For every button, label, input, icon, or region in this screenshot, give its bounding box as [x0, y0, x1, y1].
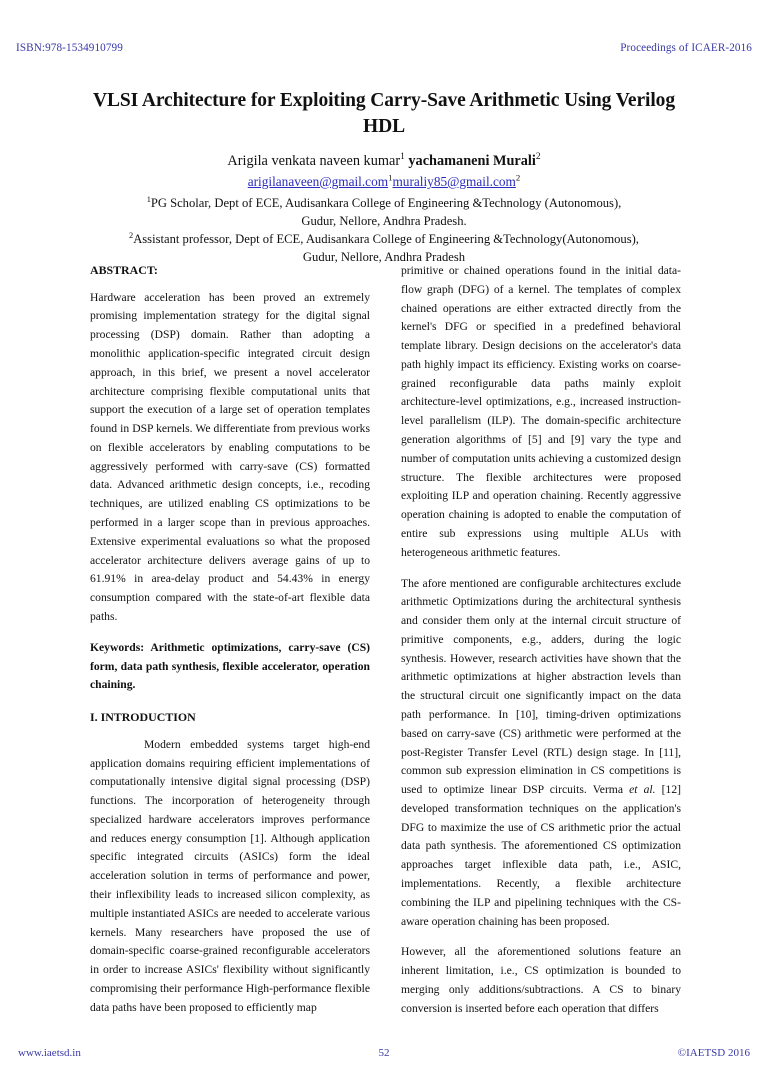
right-paragraph-2-part-b: [12] developed transformation techniques on the application's DFG to maximize the use of CS arithmetic prior the actual data path synthesis. The aforementioned CS optimization approaches target inflexible data path, i.e., ASIC, implementations. Recently, a flexible architecture combining the ILP and pipelining techniques with the CS-aware operation chaining has been proposed.	[401, 783, 681, 928]
author-line	[92, 152, 676, 171]
footer-copyright: ©IAETSD 2016	[677, 1047, 750, 1059]
affiliation-2-line-1	[92, 231, 676, 249]
footer-page-number: 52	[378, 1047, 390, 1059]
author-1-affiliation-marker: 1	[400, 152, 405, 163]
right-paragraph-1: primitive or chained operations found in the initial data-flow graph (DFG) of a kernel. The templates of complex chained operations are either extracted directly from the kernel's DFG or specified in a predefined behavioral template library. Design decisions on the accelerator's data path highly impact its efficiency. Existing works on coarse-grained reconfigurable data paths mainly exploit architecture-level optimizations, e.g., increased instruction-level parallelism (ILP). The domain-specific architecture generation algorithms of [5] and [9] vary the type and number of computation units achieving a customized design structure. The flexible architectures were proposed exploiting ILP and operation chaining. Recently aggressive operation chaining is adopted to enable the computation of entire sub expressions using multiple ALUs with heterogeneous arithmetic features.	[401, 264, 681, 559]
author-1-name: Arigila venkata naveen kumar	[227, 153, 401, 170]
citation-et-al: et al.	[629, 783, 656, 797]
email-2-marker: 2	[515, 172, 521, 183]
title-block	[92, 88, 676, 267]
author-2-affiliation-marker: 2	[535, 152, 541, 163]
abstract-paragraph: Hardware acceleration has been proved an extremely promising implementation strategy for the digital signal processing (DSP) domain. Rather than adopting a monolithic application-specific integrated circuit design approach, in this brief, we present a novel accelerator architecture comprising flexible computational units that support the execution of a large set of operation templates found in DSP kernels. We differentiate from previous works on flexible accelerators by enabling computations to be aggressively performed with carry-save (CS) formatted data. Advanced arithmetic design concepts, i.e., recoding techniques, are utilized enabling CS optimizations to be performed in a larger scope than in previous approaches. Extensive experimental evaluations so what the proposed accelerator architecture delivers average gains of up to 61.91% in area-delay product and 54.43% in energy consumption compared with the state-of-art flexible data paths.	[90, 290, 370, 623]
author-2-name: yachamaneni Murali	[408, 153, 536, 170]
email-link-1[interactable]: arigilanaveen@gmail.com	[247, 173, 389, 189]
introduction-heading: I. INTRODUCTION	[90, 710, 196, 725]
right-column	[401, 262, 681, 1015]
proceedings-text: Proceedings of ICAER-2016	[620, 42, 752, 54]
affiliations-block	[92, 195, 676, 267]
abstract-heading: ABSTRACT:	[90, 263, 158, 277]
footer-website[interactable]: www.iaetsd.in	[18, 1047, 81, 1059]
page-title: VLSI Architecture for Exploiting Carry-Save Arithmetic Using Verilog HDL	[93, 90, 675, 138]
email-1-marker: 1	[388, 172, 393, 183]
affiliation-2-marker: 2	[129, 230, 134, 240]
affiliation-2-text: Assistant professor, Dept of ECE, Audisankara College of Engineering &Technology(Autonomous),	[133, 231, 639, 246]
affiliation-1-text: PG Scholar, Dept of ECE, Audisankara College of Engineering &Technology (Autonomous),	[150, 196, 622, 211]
right-paragraph-3: However, all the aforementioned solutions feature an inherent limitation, i.e., CS optimization is bounded to merging only additions/subtractions. A CS to binary conversion is inserted before each operation that differs	[401, 945, 681, 1015]
right-paragraph-2-part-a: The afore mentioned are configurable architectures exclude arithmetic Optimizations during the architectural synthesis and consider them only at the internal circuit structure of primitive components, e.g., adders, during the logic synthesis. However, research activities have shown that the arithmetic optimizations at higher abstraction levels than the structural circuit one significantly impact on the data path performance. In [10], timing-driven optimizations based on carry-save (CS) arithmetic were performed at the post-Register Transfer Level (RTL) design stage. In [11], common sub expression elimination in CS competitions is used to optimize linear DSP circuits. Verma	[401, 576, 681, 797]
affiliation-1-line-2: Gudur, Nellore, Andhra Pradesh.	[301, 213, 467, 228]
affiliation-1-marker: 1	[146, 194, 151, 204]
running-header	[16, 42, 752, 54]
keywords-paragraph: Keywords: Arithmetic optimizations, carry-save (CS) form, data path synthesis, flexible accelerator, operation chaining.	[90, 640, 370, 692]
affiliation-2-line-2: Gudur, Nellore, Andhra Pradesh	[302, 249, 466, 264]
isbn-text: ISBN:978-1534910799	[16, 42, 123, 54]
body-columns	[90, 262, 682, 1015]
introduction-paragraph: Modern embedded systems target high-end application domains requiring efficient implementations of computationally intensive digital signal processing (DSP) functions. The incorporation of heterogeneity through specialized hardware accelerators improves performance and reduces energy consumption [1]. Although application specific integrated circuits (ASICs) form the ideal acceleration solution in terms of performance and power, their inflexibility leads to increased silicon complexity, as multiple instantiated ASICs are needed to accelerate various kernels. Many researchers have proposed the use of domain-specific coarse-grained reconfigurable accelerators in order to increase ASICs' flexibility without significantly compromising their performance High-performance flexible data paths have been proposed to efficiently map	[90, 737, 370, 1014]
email-link-2[interactable]: muraliy85@gmail.com	[392, 173, 516, 189]
email-line	[92, 173, 676, 190]
left-column	[90, 262, 370, 1014]
page-footer	[18, 1047, 750, 1059]
right-paragraph-2	[401, 575, 681, 932]
affiliation-1-line-1	[92, 195, 676, 213]
